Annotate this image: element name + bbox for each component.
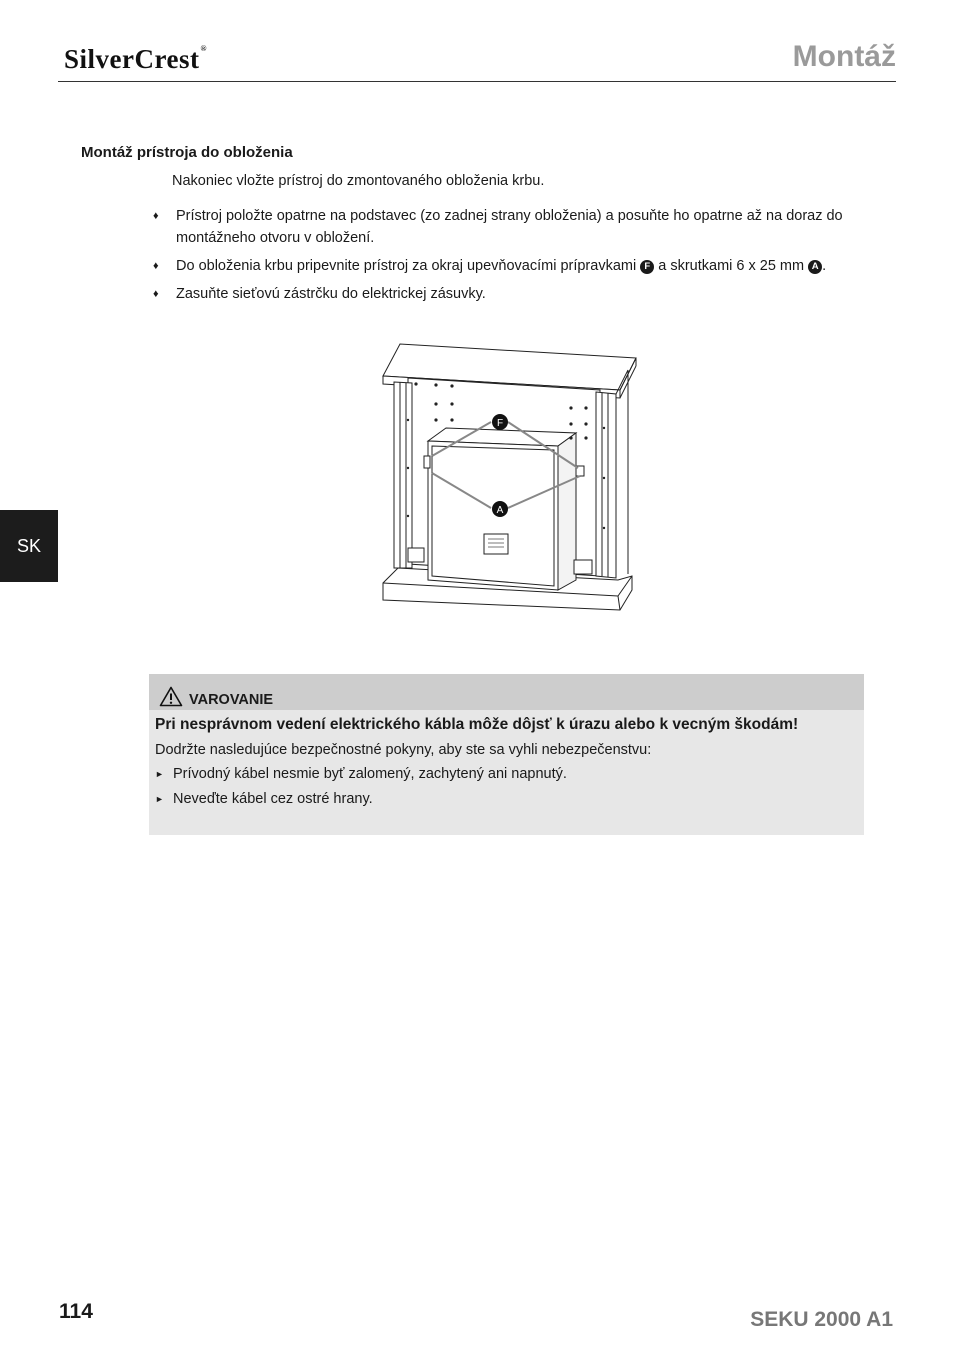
warning-triangle-icon [159,686,183,707]
list-item: ♦ Do obloženia krbu pripevnite prístroj za okraj upevňovacími prípravkami F a skrutkami 6 x 25 mm A . [153,255,865,277]
model-name: SEKU 2000 A1 [750,1308,893,1331]
list-item: ► Neveďte kábel cez ostré hrany. [155,791,373,807]
list-item: ♦ Prístroj položte opatrne na podstavec (zo zadnej strany obloženia) a posuňte ho opatrne až na doraz do montážneho otvoru v obložení. [153,205,865,249]
list-item: ♦ Zasuňte sieťovú zástrčku do elektrickej zásuvky. [153,283,865,305]
page-title: Montáž [792,40,896,73]
figure-label-a: A [496,505,504,516]
ref-badge-f: F [640,260,654,274]
arrow-bullet-icon: ► [155,769,164,779]
header-divider [58,81,896,82]
warning-header [149,674,864,710]
instruction-list [153,205,865,311]
warning-headline: Pri nesprávnom vedení elektrického kábla môže dôjsť k úrazu alebo k vecným škodám! [155,716,799,733]
arrow-bullet-icon: ► [155,794,164,804]
diamond-bullet-icon: ♦ [153,210,159,222]
diamond-bullet-icon: ♦ [153,260,159,272]
intro-text: Nakoniec vložte prístroj do zmontovaného obloženia krbu. [172,173,545,189]
language-tab: SK [0,510,58,582]
figure-label-f: F [496,418,504,429]
list-item: ► Prívodný kábel nesmie byť zalomený, zachytený ani napnutý. [155,766,567,782]
diamond-bullet-icon: ♦ [153,288,159,300]
page-number: 114 [59,1300,93,1323]
warning-title: VAROVANIE [189,692,274,708]
ref-badge-a: A [808,260,822,274]
warning-text: Dodržte nasledujúce bezpečnostné pokyny, aby ste sa vyhli nebezpečenstvu: [155,742,652,758]
warning-box [149,674,864,835]
brand-logo: SilverCrest® [64,44,207,74]
section-heading: Montáž prístroja do obloženia [81,144,293,161]
fireplace-assembly-illustration [378,338,640,613]
